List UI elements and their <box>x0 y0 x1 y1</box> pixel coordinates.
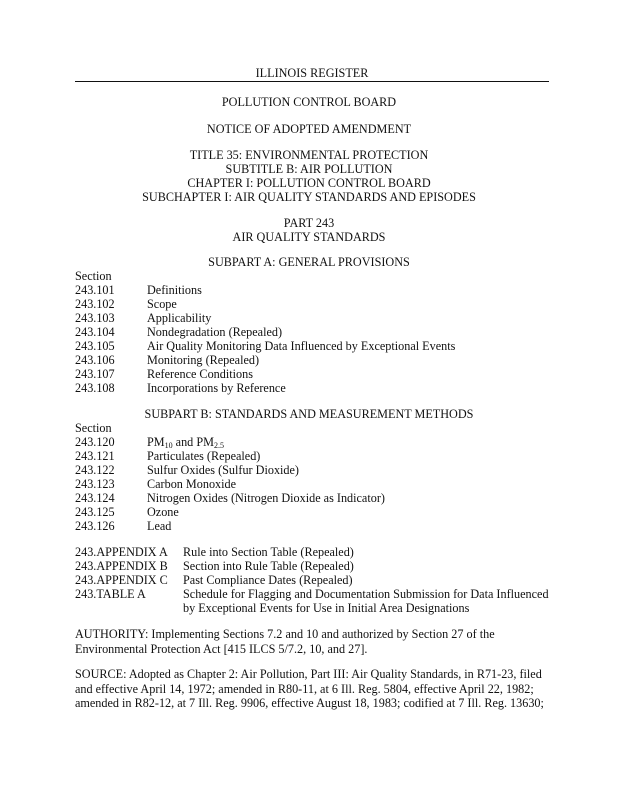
section-number: 243.101 <box>75 283 115 297</box>
pm-text: PM <box>147 435 165 449</box>
section-title: Reference Conditions <box>147 367 253 381</box>
notice-title: NOTICE OF ADOPTED AMENDMENT <box>206 122 412 136</box>
subchapter-line: SUBCHAPTER I: AIR QUALITY STANDARDS AND EPISODES <box>142 190 476 204</box>
part-number: PART 243 <box>283 216 335 230</box>
source-paragraph <box>75 667 547 711</box>
section-title: Scope <box>147 297 177 311</box>
section-title: Nondegradation (Repealed) <box>147 325 283 339</box>
section-number: 243.124 <box>75 491 115 505</box>
source-line: SOURCE: Adopted as Chapter 2: Air Pollution, Part III: Air Quality Standards, in R71-23, filed <box>75 667 542 681</box>
section-title: Monitoring (Repealed) <box>147 353 260 367</box>
authority-line: Environmental Protection Act [415 ILCS 5/7.2, 10, and 27]. <box>75 641 368 656</box>
appendix-number: 243.APPENDIX A <box>75 545 168 559</box>
register-header <box>75 67 549 82</box>
appendix-title: Past Compliance Dates (Repealed) <box>183 573 353 587</box>
subpart-b-section-label: Section <box>75 421 112 435</box>
section-title: Nitrogen Oxides (Nitrogen Dioxide as Indicator) <box>147 491 385 505</box>
pm25-subscript: 2.5 <box>213 441 224 450</box>
section-number: 243.120 <box>75 435 115 449</box>
register-title: ILLINOIS REGISTER <box>255 66 369 80</box>
section-title: Applicability <box>147 311 212 325</box>
table-number: 243.TABLE A <box>75 587 146 601</box>
section-number: 243.104 <box>75 325 115 339</box>
authority-line: AUTHORITY: Implementing Sections 7.2 and 10 and authorized by Section 27 of the <box>75 627 495 641</box>
section-title: Carbon Monoxide <box>147 477 237 491</box>
section-number: 243.107 <box>75 367 115 381</box>
section-number: 243.105 <box>75 339 115 353</box>
section-title <box>147 435 224 449</box>
title-line: TITLE 35: ENVIRONMENTAL PROTECTION <box>189 148 429 162</box>
section-number: 243.103 <box>75 311 115 325</box>
section-number: 243.122 <box>75 463 115 477</box>
section-number: 243.108 <box>75 381 115 395</box>
subpart-a-heading: SUBPART A: GENERAL PROVISIONS <box>208 255 410 269</box>
appendix-number: 243.APPENDIX C <box>75 573 168 587</box>
subpart-b-heading: SUBPART B: STANDARDS AND MEASUREMENT METHODS <box>144 407 474 421</box>
table-title: Schedule for Flagging and Documentation Submission for Data Influenced <box>183 587 549 601</box>
authority-paragraph <box>75 627 547 656</box>
section-number: 243.123 <box>75 477 115 491</box>
section-title: Particulates (Repealed) <box>147 449 261 463</box>
section-number: 243.102 <box>75 297 115 311</box>
source-line: and effective April 14, 1972; amended in R80-11, at 6 Ill. Reg. 5804, effective April 22, 1982; <box>75 681 534 696</box>
section-title: Incorporations by Reference <box>147 381 286 395</box>
section-title: Lead <box>147 519 172 533</box>
subpart-a-section-label: Section <box>75 269 112 283</box>
appendix-title: Section into Rule Table (Repealed) <box>183 559 354 573</box>
subtitle-line: SUBTITLE B: AIR POLLUTION <box>225 162 393 176</box>
pm-and-text: and PM <box>172 435 214 449</box>
appendix-number: 243.APPENDIX B <box>75 559 168 573</box>
section-title: Air Quality Monitoring Data Influenced by Exceptional Events <box>147 339 456 353</box>
section-title: Sulfur Oxides (Sulfur Dioxide) <box>147 463 299 477</box>
section-number: 243.126 <box>75 519 115 533</box>
table-title-continued: by Exceptional Events for Use in Initial Area Designations <box>183 601 470 615</box>
pm10-subscript: 10 <box>164 441 173 450</box>
part-name: AIR QUALITY STANDARDS <box>232 230 386 244</box>
source-line: amended in R82-12, at 7 Ill. Reg. 9906, effective August 18, 1983; codified at 7 Ill. Reg. 13630; <box>75 696 544 710</box>
appendix-title: Rule into Section Table (Repealed) <box>183 545 354 559</box>
section-title: Ozone <box>147 505 179 519</box>
section-number: 243.121 <box>75 449 115 463</box>
chapter-line: CHAPTER I: POLLUTION CONTROL BOARD <box>187 176 431 190</box>
section-title: Definitions <box>147 283 202 297</box>
section-number: 243.106 <box>75 353 115 367</box>
section-number: 243.125 <box>75 505 115 519</box>
board-name: POLLUTION CONTROL BOARD <box>221 95 397 109</box>
